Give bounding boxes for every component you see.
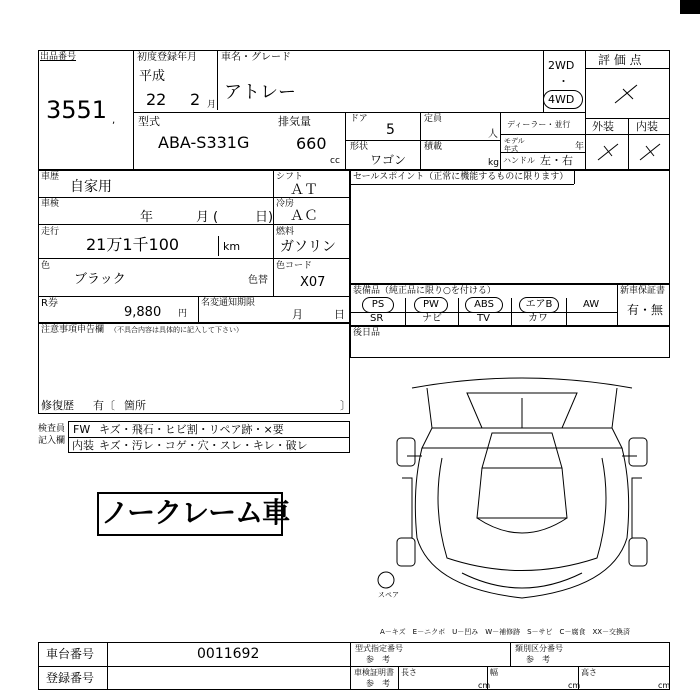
deadline-month: 月 [292, 308, 303, 321]
equip-tv: TV [477, 313, 490, 324]
car-name: アトレー [224, 82, 296, 103]
door-label: ドア [350, 114, 368, 124]
equip-ps: PS [362, 297, 394, 313]
month-unit: 月 [207, 100, 217, 110]
height-cm: cm [658, 681, 671, 690]
aircon-value: ＡＣ [290, 208, 318, 224]
model-code: ABA-S331G [158, 133, 250, 152]
color-code: X07 [300, 275, 326, 290]
cc-unit: cc [330, 156, 340, 166]
aircon-label: 冷房 [276, 199, 295, 209]
load-label: 積載 [424, 142, 443, 152]
equip-abs: ABS [465, 297, 503, 313]
exterior-cross-mark [588, 136, 628, 168]
capacity-unit: 人 [488, 129, 498, 140]
model-label: 型式 [138, 115, 160, 128]
model-cert-sub: 参 考 [366, 655, 390, 664]
displacement: 660 [296, 134, 327, 153]
color-label: 色 [41, 261, 51, 271]
eval-cross-mark [585, 69, 670, 117]
interior-cross-mark [630, 136, 670, 168]
chassis-number: 0011692 [197, 646, 260, 662]
height-label: 高さ [581, 668, 597, 677]
recycle-unit: 円 [178, 309, 188, 319]
length-label: 長さ [401, 668, 417, 677]
dealer-label: ディーラー・並行 [507, 120, 571, 129]
doors: 5 [386, 122, 395, 138]
inspection-label: 車検 [41, 199, 60, 209]
drive-dot: ・ [558, 75, 569, 88]
drive-2wd: 2WD [548, 59, 575, 72]
history-label: 車歴 [41, 172, 60, 182]
back-items-label: 後日品 [353, 328, 381, 338]
no-claim-stamp-text: ノークレーム車 [101, 496, 290, 529]
color-value: ブラック [74, 272, 126, 287]
era: 平成 [139, 69, 166, 84]
history-value: 自家用 [70, 179, 112, 195]
displacement-label: 排気量 [278, 115, 311, 128]
checker-label-2: 記入欄 [38, 436, 66, 446]
exhibit-no-tick: , [112, 115, 116, 126]
repair-close: 〕 [340, 399, 351, 412]
equip-sr: SR [370, 313, 384, 324]
color-code-label: 色コード [276, 261, 313, 271]
warranty-value: 有・無 [627, 303, 664, 317]
handle: 左・右 [540, 154, 573, 167]
load-unit: kg [488, 158, 499, 168]
shift-value: ＡＴ [290, 182, 318, 198]
equip-airbag: エアB [519, 297, 559, 313]
inspection-paren: ( [213, 210, 219, 225]
corner-mark [680, 0, 700, 14]
equip-navi: ナビ [422, 313, 442, 324]
color-change-label: 色替 [248, 275, 268, 286]
notes-sub-label: （不具合内容は具体的に記入して下さい） [110, 326, 243, 334]
length-cm: cm [478, 681, 491, 690]
checker-interior-items: キズ・汚レ・コゲ・穴・スレ・キレ・破レ [99, 439, 308, 452]
handle-label: ハンドル [503, 156, 535, 165]
fuel-value: ガソリン [280, 239, 336, 255]
exterior-label: 外装 [592, 120, 614, 133]
class-sub: 参 考 [526, 655, 550, 664]
reg-no-label: 登録番号 [46, 671, 95, 685]
recycle-label: R券 [41, 298, 58, 309]
drive-4wd: 4WD [548, 93, 575, 106]
car-diagram [372, 368, 672, 608]
repair-value: 有〔 [93, 399, 115, 412]
shape-label: 形状 [350, 142, 369, 152]
reg-month: 2 [190, 90, 201, 109]
deadline-day: 日 [334, 308, 345, 321]
checker-interior-label: 内装 [72, 439, 94, 452]
inspection-day: 日) [255, 210, 274, 225]
repair-label: 修復歴 [41, 399, 74, 412]
drive-4wd-circle [543, 90, 583, 109]
equip-pw: PW [414, 297, 448, 313]
damage-legend: A－キズ E－ニクボ U－凹み W－補修跡 S－サビ C－腐食 XX－交換済 [380, 628, 631, 636]
model-cert-label: 型式指定番号 [355, 644, 403, 653]
notes-frame [38, 323, 350, 414]
deadline-label: 名変通知期限 [201, 298, 256, 308]
equipment-label: 装備品（純正品に限り○を付ける） [353, 286, 496, 296]
equip-leather: カワ [528, 313, 548, 324]
mileage-unit: km [223, 240, 241, 253]
checker-fw-items: キズ・飛石・ヒビ割・リペア跡・×要 [99, 423, 284, 436]
checker-fw-label: FW [73, 423, 91, 436]
exhibit-number: 3551 [46, 96, 108, 124]
model-year-label: モデル 年式 [504, 137, 525, 153]
reg-cert-sub: 参 考 [366, 679, 390, 688]
reg-year-label: 初度登録年月 [137, 52, 197, 63]
shift-label: シフト [276, 172, 304, 182]
warranty-label: 新車保証書 [620, 286, 666, 296]
back-items-frame [350, 326, 670, 358]
eval-label: 評 価 点 [598, 53, 642, 67]
year-unit: 年 [575, 142, 585, 152]
reg-cert-label: 車検証明書 [354, 668, 394, 677]
capacity-label: 定員 [424, 114, 443, 124]
sales-point-label: セールスポイント（正常に機能するものに限ります） [353, 172, 569, 182]
recycle-value: 9,880 [124, 305, 162, 320]
sales-point-frame [350, 170, 670, 284]
shape: ワゴン [370, 153, 407, 167]
repair-places: 箇所 [124, 399, 146, 412]
exhibit-no-label: 出品番号 [40, 52, 77, 62]
checker-label-1: 検査員 [38, 424, 66, 434]
spare-label: スペア [378, 591, 399, 599]
car-name-label: 車名・グレード [221, 52, 291, 63]
interior-label: 内装 [636, 120, 658, 133]
mileage-value: 21万1千100 [86, 235, 180, 254]
chassis-label: 車台番号 [46, 647, 95, 661]
equip-aw: AW [583, 299, 600, 310]
notes-label: 注意事項申告欄 [41, 325, 105, 335]
reg-year: 22 [146, 90, 167, 109]
inspection-year: 年 [140, 210, 154, 225]
mileage-label: 走行 [41, 227, 60, 237]
class-label: 類別区分番号 [515, 644, 563, 653]
width-cm: cm [568, 681, 581, 690]
inspection-month: 月 [196, 210, 210, 225]
fuel-label: 燃料 [276, 227, 295, 237]
width-label: 幅 [490, 668, 498, 677]
